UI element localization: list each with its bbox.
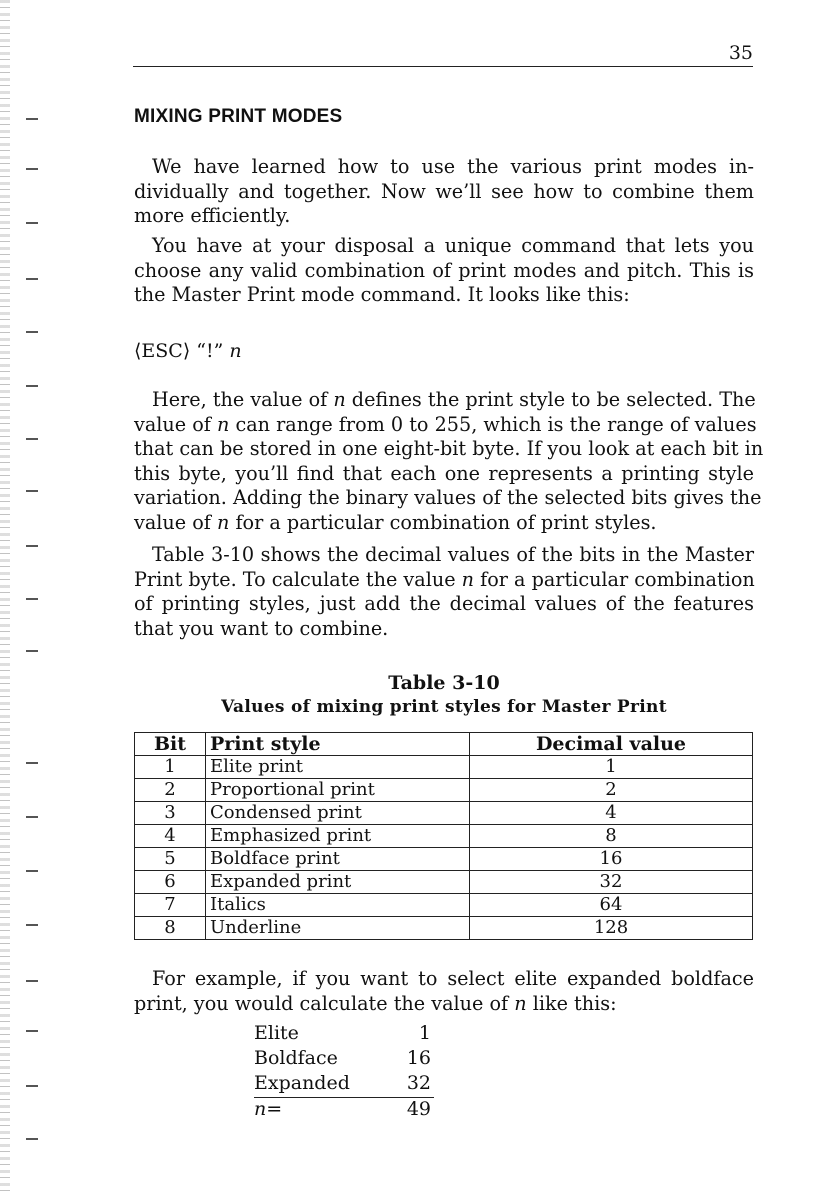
text-line: dividually and together. Now we’ll see how to combine them xyxy=(134,179,754,203)
cell-decimal-value: 8 xyxy=(470,825,753,848)
command-text: ⟨ESC⟩ “!” xyxy=(134,340,230,362)
table-subtitle: Values of mixing print styles for Master Print xyxy=(221,697,667,717)
header-print-style: Print style xyxy=(206,733,470,756)
calc-value: 32 xyxy=(406,1072,431,1094)
command-variable: n xyxy=(229,340,242,362)
cell-bit: 2 xyxy=(135,779,206,802)
paragraph-example xyxy=(134,967,754,1016)
calc-label: n= xyxy=(254,1098,283,1120)
cell-bit: 4 xyxy=(135,825,206,848)
text-line: We have learned how to use the various print modes in- xyxy=(152,155,754,178)
cell-print-style: Elite print xyxy=(206,756,470,779)
table-row xyxy=(135,917,753,940)
margin-mark xyxy=(26,1030,38,1032)
cell-bit: 5 xyxy=(135,848,206,871)
cell-bit: 7 xyxy=(135,894,206,917)
print-style-table xyxy=(134,732,753,940)
cell-print-style: Boldface print xyxy=(206,848,470,871)
margin-mark xyxy=(26,1085,38,1087)
margin-mark xyxy=(26,980,38,982)
cell-print-style: Italics xyxy=(206,894,470,917)
paragraph-master-command xyxy=(134,234,754,308)
cell-print-style: Underline xyxy=(206,917,470,940)
table-row xyxy=(135,871,753,894)
cell-print-style: Proportional print xyxy=(206,779,470,802)
margin-mark xyxy=(26,650,38,652)
text-line: For example, if you want to select elite expanded boldface xyxy=(152,967,754,990)
binding-edge xyxy=(0,0,10,1191)
paragraph-intro xyxy=(134,155,754,229)
cell-decimal-value: 16 xyxy=(470,848,753,871)
calc-value: 16 xyxy=(406,1047,431,1069)
cell-decimal-value: 128 xyxy=(470,917,753,940)
margin-mark xyxy=(26,168,38,170)
paragraph-table-intro xyxy=(134,543,754,641)
margin-mark xyxy=(26,222,38,224)
margin-mark xyxy=(26,118,38,120)
cell-bit: 8 xyxy=(135,917,206,940)
margin-mark xyxy=(26,438,38,440)
margin-mark xyxy=(26,762,38,764)
margin-mark xyxy=(26,331,38,333)
cell-bit: 1 xyxy=(135,756,206,779)
table-row xyxy=(135,779,753,802)
paragraph-value-of-n xyxy=(134,388,764,535)
cell-bit: 6 xyxy=(135,871,206,894)
margin-mark xyxy=(26,924,38,926)
table-title: Table 3-10 xyxy=(388,672,500,694)
text-line: that you want to combine. xyxy=(134,616,389,640)
cell-print-style: Expanded print xyxy=(206,871,470,894)
cell-decimal-value: 2 xyxy=(470,779,753,802)
margin-mark xyxy=(26,598,38,600)
table-row xyxy=(135,848,753,871)
text-line: the Master Print mode command. It looks like this: xyxy=(134,283,630,306)
cell-decimal-value: 32 xyxy=(470,871,753,894)
margin-mark xyxy=(26,385,38,387)
text-line: more efficiently. xyxy=(134,204,291,227)
calc-label: Boldface xyxy=(254,1047,338,1069)
text-line: variation. Adding the binary values of the selected bits gives the xyxy=(134,486,762,509)
header-decimal-value: Decimal value xyxy=(470,733,753,756)
cell-decimal-value: 64 xyxy=(470,894,753,917)
table-row xyxy=(135,894,753,917)
header-bit: Bit xyxy=(135,733,206,756)
text-line: Here, the value of n defines the print style to be selected. The xyxy=(152,388,756,411)
text-line: Table 3-10 shows the decimal values of the bits in the Master xyxy=(152,543,754,566)
margin-mark xyxy=(26,1138,38,1140)
margin-mark xyxy=(26,816,38,818)
table-row xyxy=(135,825,753,848)
cell-bit: 3 xyxy=(135,802,206,825)
text-line: of printing styles, just add the decimal values of the features xyxy=(134,592,754,615)
command-syntax xyxy=(134,340,242,362)
text-line: Print byte. To calculate the value n for a particular combination xyxy=(134,567,755,591)
text-line: print, you would calculate the value of n like this: xyxy=(134,991,617,1015)
calc-label: Elite xyxy=(254,1022,299,1044)
margin-mark xyxy=(26,545,38,547)
text-line: You have at your disposal a unique command that lets you xyxy=(152,234,754,257)
page-number: 35 xyxy=(728,42,753,64)
table-row xyxy=(135,802,753,825)
margin-mark xyxy=(26,490,38,492)
text-line: that can be stored in one eight-bit byte. If you look at each bit in xyxy=(134,437,764,460)
cell-print-style: Emphasized print xyxy=(206,825,470,848)
table-row xyxy=(135,756,753,779)
calc-label: Expanded xyxy=(254,1072,350,1094)
table-header-row xyxy=(135,733,753,756)
margin-mark xyxy=(26,870,38,872)
text-line: choose any valid combination of print modes and pitch. This is xyxy=(134,258,754,282)
cell-decimal-value: 4 xyxy=(470,802,753,825)
header-rule xyxy=(133,66,753,67)
cell-decimal-value: 1 xyxy=(470,756,753,779)
section-heading: MIXING PRINT MODES xyxy=(134,106,343,127)
calc-value: 1 xyxy=(418,1022,431,1044)
calc-value: 49 xyxy=(406,1098,431,1120)
text-line: value of n can range from 0 to 255, which is the range of values xyxy=(134,412,757,436)
margin-mark xyxy=(26,278,38,280)
cell-print-style: Condensed print xyxy=(206,802,470,825)
text-line: this byte, you’ll find that each one represents a printing style xyxy=(134,461,754,485)
text-line: value of n for a particular combination of print styles. xyxy=(134,510,657,534)
